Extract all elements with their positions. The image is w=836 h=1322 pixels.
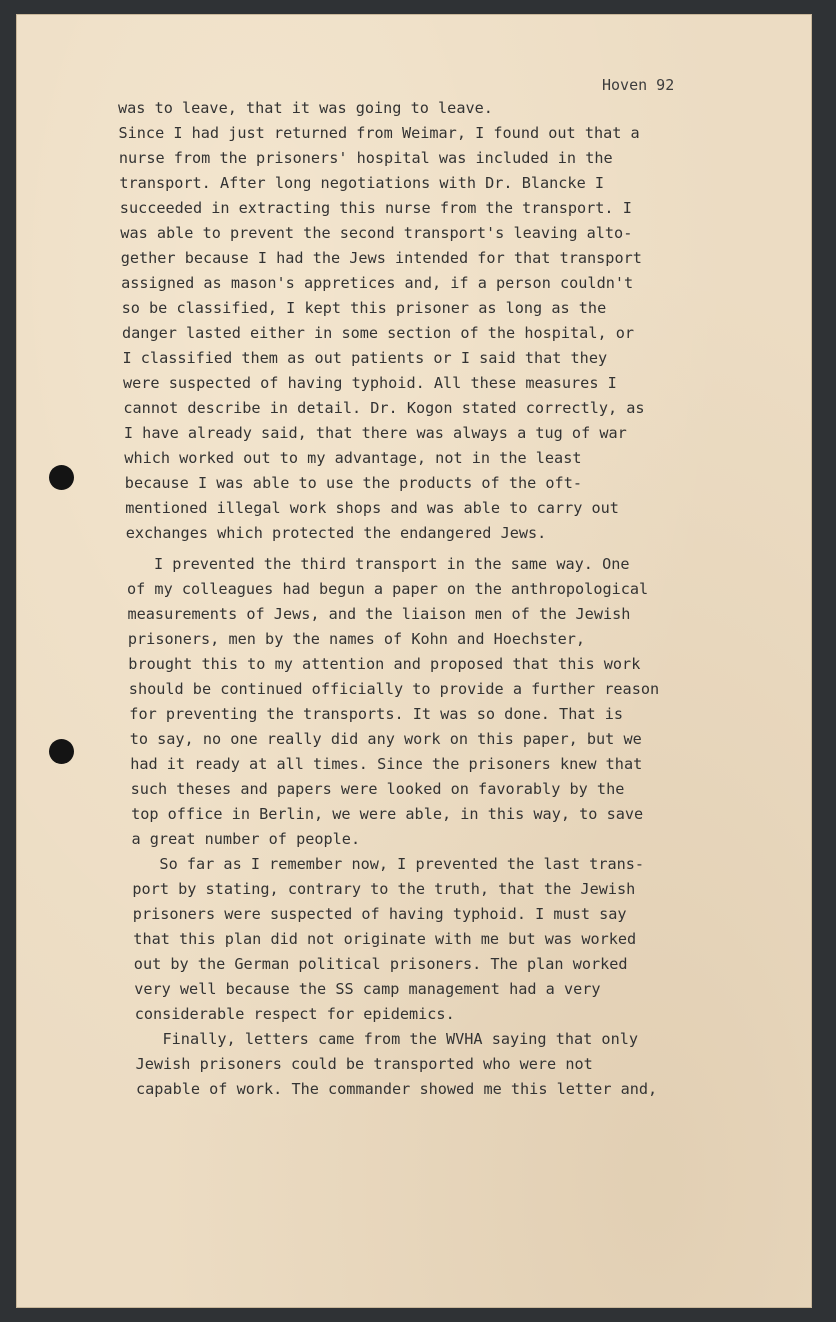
text-line: prisoners, men by the names of Kohn and Hoechster, <box>127 630 586 648</box>
text-line: was to leave, that it was going to leave. <box>118 99 493 117</box>
text-line: gether because I had the Jews intended for that transport <box>120 249 642 267</box>
text-line: very well because the SS camp management had a very <box>134 980 601 998</box>
text-line: danger lasted either in some section of the hospital, or <box>122 324 635 342</box>
text-line: such theses and papers were looked on favorably by the <box>130 780 625 798</box>
text-line: so be classified, I kept this prisoner as long as the <box>121 299 607 317</box>
text-line: Since I had just returned from Weimar, I found out that a <box>118 124 640 142</box>
text-line: nurse from the prisoners' hospital was included in the <box>118 149 613 167</box>
text-line: assigned as mason's appretices and, if a person couldn't <box>121 274 634 292</box>
punch-hole-top <box>49 465 74 490</box>
text-line: because I was able to use the products of the oft- <box>124 474 582 492</box>
text-line: So far as I remember now, I prevented the last trans- <box>132 855 645 873</box>
text-line: prisoners were suspected of having typhoid. I must say <box>132 905 627 923</box>
text-line: brought this to my attention and proposed that this work <box>128 655 641 673</box>
text-line: of my colleagues had begun a paper on the anthropological <box>127 580 649 598</box>
text-line: I prevented the third transport in the same way. One <box>126 555 630 573</box>
text-line: Jewish prisoners could be transported who were not <box>135 1055 593 1073</box>
text-line: succeeded in extracting this nurse from the transport. I <box>119 199 632 217</box>
text-line: transport. After long negotiations with Dr. Blancke I <box>119 174 605 192</box>
text-line: top office in Berlin, we were able, in this way, to save <box>131 805 644 823</box>
document-body <box>118 96 758 1102</box>
text-line: to say, no one really did any work on this paper, but we <box>129 730 642 748</box>
text-line: was able to prevent the second transport's leaving alto- <box>120 224 633 242</box>
text-line: out by the German political prisoners. The plan worked <box>133 955 628 973</box>
text-line: measurements of Jews, and the liaison men of the Jewish <box>127 605 631 623</box>
text-line: considerable respect for epidemics. <box>134 1005 455 1023</box>
text-line: capable of work. The commander showed me this letter and, <box>136 1080 658 1098</box>
text-line: which worked out to my advantage, not in the least <box>124 449 582 467</box>
text-line: I classified them as out patients or I said that they <box>122 349 608 367</box>
text-line: Finally, letters came from the WVHA saying that only <box>135 1030 638 1048</box>
text-line: had it ready at all times. Since the prisoners knew that <box>130 755 643 773</box>
punch-hole-bottom <box>49 739 74 764</box>
text-line: cannot describe in detail. Dr. Kogon stated correctly, as <box>123 399 645 417</box>
text-line: for preventing the transports. It was so done. That is <box>129 705 624 723</box>
text-line: port by stating, contrary to the truth, that the Jewish <box>132 880 636 898</box>
page-reference: Hoven 92 <box>602 76 675 94</box>
text-line: were suspected of having typhoid. All these measures I <box>123 374 617 392</box>
text-line: should be continued officially to provide a further reason <box>128 680 660 698</box>
text-line: mentioned illegal work shops and was able to carry out <box>125 499 619 517</box>
text-line: that this plan did not originate with me but was worked <box>133 930 637 948</box>
text-line: I have already said, that there was always a tug of war <box>123 424 627 442</box>
text-line: a great number of people. <box>131 830 361 848</box>
text-line: exchanges which protected the endangered Jews. <box>125 524 547 542</box>
